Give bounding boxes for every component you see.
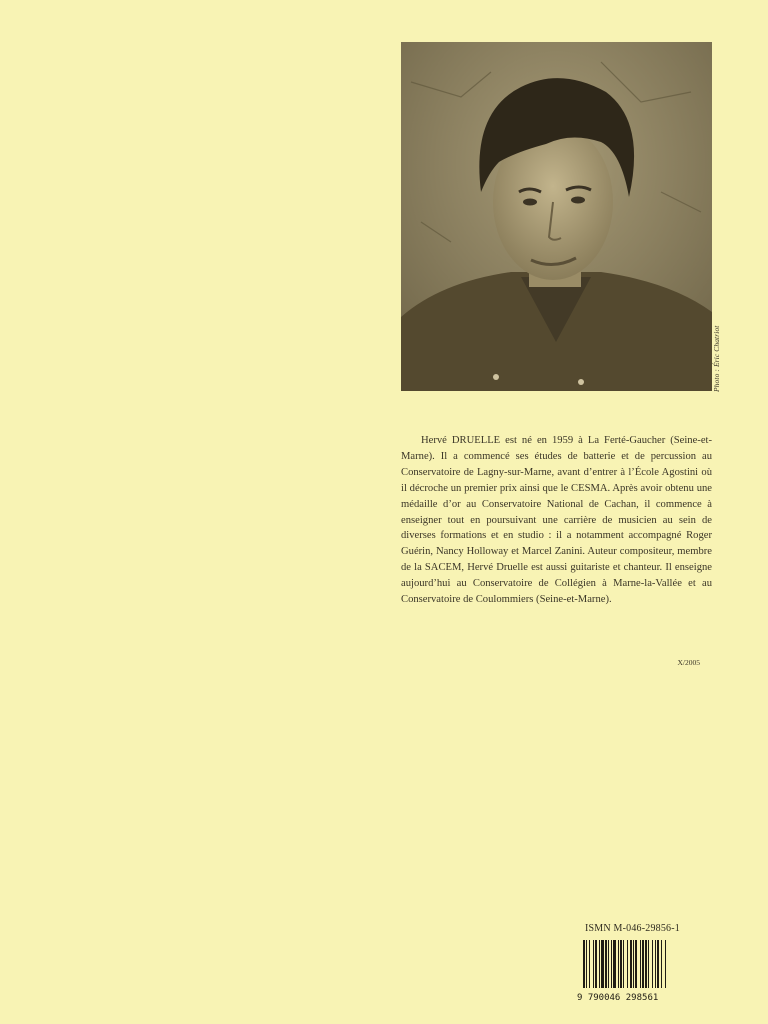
barcode-bar <box>593 940 594 988</box>
ismn-number: ISMN M-046-29856-1 <box>585 923 680 934</box>
barcode-bar <box>620 940 622 988</box>
barcode-bar <box>601 940 604 988</box>
barcode-bar <box>583 940 585 988</box>
barcode-bar <box>655 940 656 988</box>
barcode-bar <box>652 940 653 988</box>
barcode-bar <box>605 940 607 988</box>
barcode-bar <box>630 940 632 988</box>
barcode-bar <box>618 940 619 988</box>
barcode-bar <box>635 940 637 988</box>
barcode-digits: 9 790046 298561 <box>577 993 659 1002</box>
barcode-bar <box>640 940 641 988</box>
barcode-bar <box>613 940 616 988</box>
barcode-bar <box>595 940 597 988</box>
photo-credit: Photo : Éric Chatriot <box>712 325 721 392</box>
barcode-icon <box>575 940 717 1002</box>
author-photo <box>401 42 712 391</box>
barcode-bar <box>589 940 590 988</box>
barcode-bar <box>633 940 634 988</box>
barcode-bar <box>657 940 659 988</box>
barcode-bar <box>648 940 649 988</box>
barcode-bar <box>608 940 609 988</box>
barcode-bar <box>661 940 662 988</box>
barcode-bar <box>642 940 644 988</box>
barcode-bar <box>627 940 628 988</box>
barcode-bar <box>611 940 612 988</box>
barcode-bar <box>623 940 624 988</box>
barcode-bar <box>645 940 647 988</box>
barcode-bar <box>599 940 600 988</box>
barcode-bar <box>665 940 666 988</box>
barcode-bar <box>586 940 587 988</box>
author-biography: Hervé DRUELLE est né en 1959 à La Ferté-Gaucher (Seine-et-Marne). Il a commencé ses études de batterie et de percussion au Conservatoire de Lagny-sur-Marne, avant d’entrer à l’École Agostini où il décroche un premier prix ainsi que le CESMA. Après avoir obtenu une médaille d’or au Conservatoire National de Cachan, il commence à enseigner tout en poursuivant une carrière de musicien au sein de diverses formations et en studio : il a notamment accompagné Roger Guérin, Nancy Holloway et Marcel Zanini. Auteur compositeur, membre de la SACEM, Hervé Druelle est aussi guitariste et chanteur. Il enseigne aujourd’hui au Conservatoire de Collégien à Marne-la-Vallée et au Conservatoire de Coulommiers (Seine-et-Marne). <box>401 435 712 606</box>
edition-date: X/2005 <box>677 658 700 667</box>
portrait-illustration <box>401 42 712 391</box>
